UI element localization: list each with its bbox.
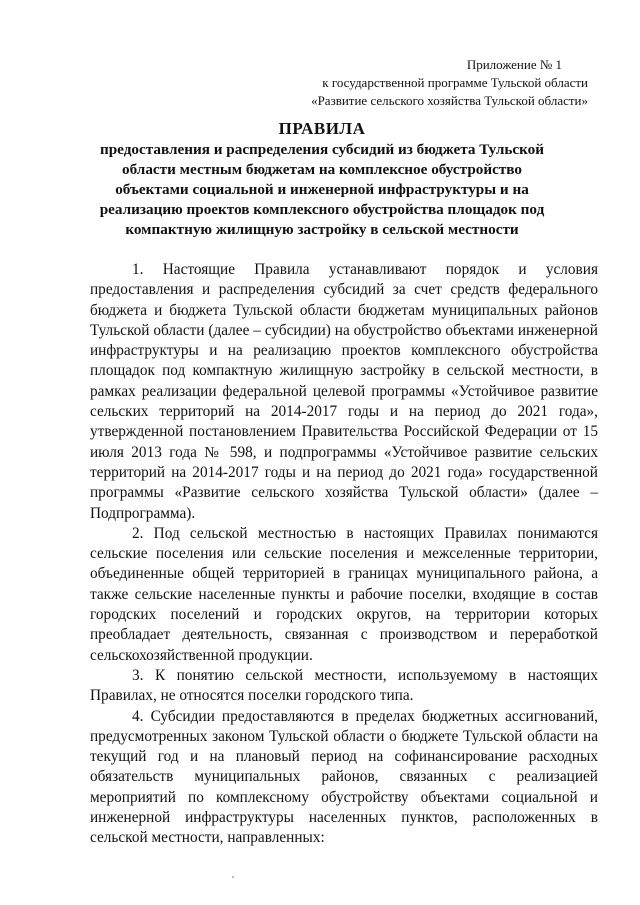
document-body [90,260,598,849]
appendix-number: Приложение № 1 [466,57,562,72]
paragraph-3: 3. К понятию сельской местности, используемому в настоящих Правилах, не относятся поселки городского типа. [90,666,598,705]
document-title: ПРАВИЛА [278,119,366,138]
appendix-program-name: «Развитие сельского хозяйства Тульской области» [311,93,588,108]
paragraph-1: 1. Настоящие Правила устанавливают порядок и условия предоставления и распределения субсидий за счет средств федерального бюджета и бюджета Тульской области бюджетам муниципальных районов Тульской области (далее – субсидии) на обустройство объектами инженерной инфраструктуры и на реализацию проектов комплексного обустройства площадок под компактную жилищную застройку в сельской местности, в рамках реализации федеральной целевой программы «Устойчивое развитие сельских территорий на 2014-2017 годы и на период до 2021 года», утвержденной постановлением Правительства Российской Федерации от 15 июля 2013 года № 598, и подпрограммы «Устойчивое развитие сельских территорий на 2014-2017 годы и на период до 2021 года» государственной программы «Развитие сельского хозяйства Тульской области» (далее – Подпрограмма). [90,261,598,522]
appendix-header [288,56,588,110]
document-subtitle: предоставления и распределения субсидий из бюджета Тульской области местным бюджетам на комплексное обустройство объектами социальной и инженерной инфраструктуры и на реализацию проектов комплексного обустройства площадок под компактную жилищную застройку в сельской местности [99,141,545,238]
rules-heading [92,118,552,240]
paragraph-4: 4. Субсидии предоставляются в пределах бюджетных ассигнований, предусмотренных законом Тульской области о бюджете Тульской области на текущий год и на плановый период на софинансирование расходных обязательств муниципальных районов, связанных с реализацией мероприятий по комплексному обустройству объектами социальной и инженерной инфраструктуры населенных пунктов, расположенных в сельской местности, направленных: [90,707,598,847]
appendix-program-line: к государственной программе Тульской области [322,75,588,90]
paragraph-2: 2. Под сельской местностью в настоящих Правилах понимаются сельские поселения или сельские поселения и межселенные территории, объединенные общей территорией в границах муниципального района, а также сельские населенные пункты и рабочие поселки, входящие в состав городских поселений и городских округов, на территории которых преобладает деятельность, связанная с производством и переработкой сельскохозяйственной продукции. [90,524,598,664]
scan-artifact [232,876,234,878]
